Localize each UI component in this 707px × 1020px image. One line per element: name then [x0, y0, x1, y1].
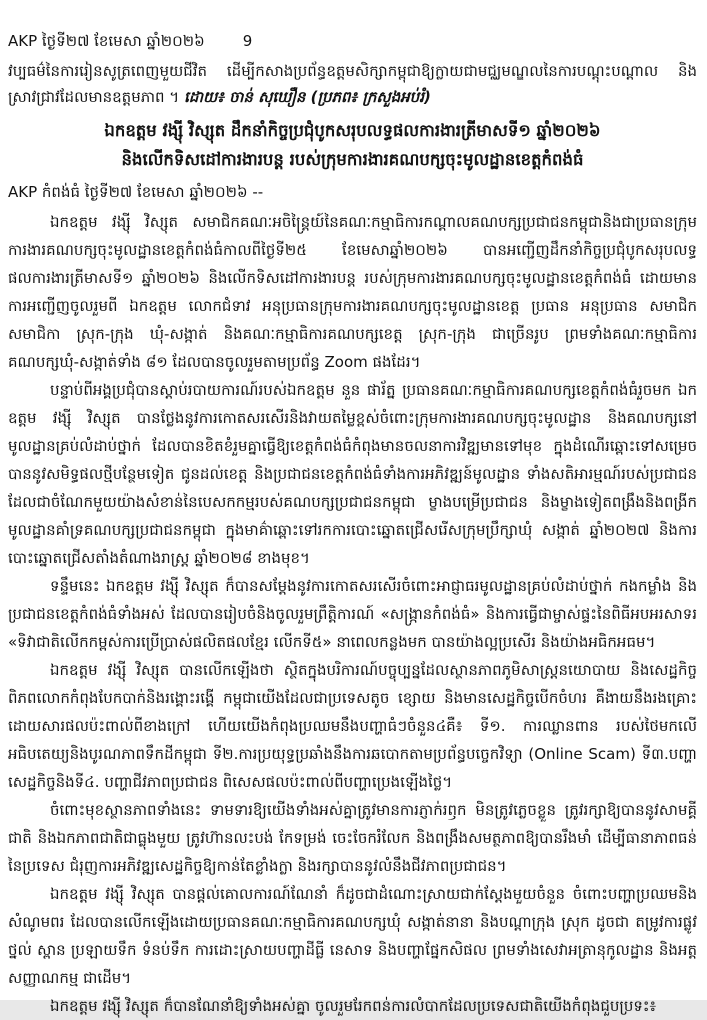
lead-paragraph-text: វប្បធម៌នៃការរៀនសូត្រពេញមួយជីវិត ដើម្បីកសាងប្រព័ន្ធឧត្តមសិក្សាកម្ពុជាឱ្យក្លាយជាមជ្ឈមណ្ឌលនៃការបណ្ដុះបណ្ដាល និងស្រាវជ្រាវដែលមានឧត្តមភាព ។ — [8, 62, 697, 106]
article-paragraph: ចំពោះមុខស្ថានភាពទាំងនេះ ទាមទារឱ្យយើងទាំងអស់គ្នាត្រូវមានការភ្ញាក់រឭក មិនត្រូវភ្លេចខ្លួន ត្រូវរក្សាឱ្យបាននូវសាមគ្គីជាតិ និងឯកភាពជាតិជាធ្លុងមួយ ត្រូវហ៊ានលះបង់ កែទម្រង់ ចេះចែករំលែក និងពង្រឹងសមត្ថភាពឱ្យបានរឹងមាំ ដើម្បីធានាភាពធន់នៃប្រទេស ជំរុញការអភិវឌ្ឍសេដ្ឋកិច្ចឱ្យកាន់តែខ្លាំងក្លា និងរក្សាបាននូវលំនឹងជីវភាពប្រជាជន។ — [8, 801, 697, 875]
article-paragraph: ឯកឧត្តម វង្ស៊ី វិស្សុត បានលើកឡើងថា ស្ថិតក្នុងបរិការណ៍បច្ចុប្បន្នដែលស្ថានភាពភូមិសាស្ត្រនយោបាយ និងសេដ្ឋកិច្ចពិភពលោកកំពុងបែកបាក់និងរង្គោះរង្គើ កម្ពុជាយើងដែលជាប្រទេសតូច ខ្សោយ និងមានសេដ្ឋកិច្ចបើកចំហរ គឺងាយនឹងរងគ្រោះដោយសារផលប៉ះពាល់ពីខាងក្រៅ ហើយយើងកំពុងប្រឈមនឹងបញ្ហាធំៗចំនួន៤គឺ៖ ទី១. ការឈ្លានពាន របស់ថៃមកលើអធិបតេយ្យនិងបូរណភាពទឹកដីកម្ពុជា ទី២.ការប្រយុទ្ធប្រឆាំងនឹងការឆបោកតាមប្រព័ន្ធបច្ចេកវិទ្យា (Online Scam) ទី៣.បញ្ហាសេដ្ឋកិច្ចនិងទី៤. បញ្ហាជីវភាពប្រជាជន ពិសេសផលប៉ះពាល់ពីបញ្ហាប្រេងឡើងថ្លៃ។ — [8, 661, 697, 791]
issue-date-line: AKP ថ្ងៃទី២៧ ខែមេសា ឆ្នាំ២០២៦ — [8, 32, 205, 50]
article-title — [8, 116, 697, 174]
article-paragraph: ឯកឧត្តម វង្ស៊ី វិស្សុត បានផ្តល់គោលការណ៍ណែនាំ ក៏ដូចជាដំណោះស្រាយជាក់ស្តែងមួយចំនួន ចំពោះបញ្ហាប្រឈមនិងសំណូមពរ ដែលបានលើកឡើងដោយប្រធានគណៈកម្មាធិការគណបក្សឃុំ សង្កាត់នានា និងបណ្តាក្រុង ស្រុក ដូចជា តម្រូវការផ្លូវថ្នល់ ស្ពាន ប្រឡាយទឹក ទំនប់ទឹក ការដោះស្រាយបញ្ហាដីធ្លី នេសាទ និងបញ្ហាផ្នែកសិផល ព្រមទាំងសេវាអត្រានុកូលដ្ឋាន និងអត្តសញ្ញាណកម្ម ជាដើម។ — [8, 885, 697, 987]
byline: ដោយ៖ ចាន់ សុឃឿន (ប្រភព៖ ក្រសួងអប់រំ) — [183, 88, 431, 106]
article-paragraph: ឯកឧត្តម វង្ស៊ី វិស្សុត ក៏បានណែនាំឱ្យទាំងអស់គ្នា ចូលរួមរែកពន់ការលំបាកដែលប្រទេសជាតិយើងកំពុងជួបប្រទះ៖ — [50, 997, 657, 1015]
article-paragraph: បន្ទាប់ពីអង្គប្រជុំបានស្តាប់របាយការណ៍របស់ឯកឧត្តម នួន ផារ័ត្ន ប្រធានគណៈកម្មាធិការគណបក្សខេត្តកំពង់ធំរួចមក ឯកឧត្តម វង្ស៊ី វិស្សុត បានថ្លែងនូវការកោតសរសើរនិងវាយតម្លៃខ្ពស់ចំពោះក្រុមការងារគណបក្សចុះមូលដ្ឋាន និងគណបក្សនៅមូលដ្ឋានគ្រប់លំដាប់ថ្នាក់ ដែលបានខិតខំរួមគ្នាធ្វើឱ្យខេត្តកំពង់ធំកំពុងមានចលនាការវិឌ្ឍមានទៅមុខ ក្នុងដំណើរឆ្ពោះទៅសម្រេចបាននូវសមិទ្ធផលថ្មីបន្ថែមទៀត ជូនដល់ខេត្ត និងប្រជាជនខេត្តកំពង់ធំទាំងការអភិវឌ្ឍន៍មូលដ្ឋាន ទាំងសតិអារម្មណ៍របស់ប្រជាជន ដែលជាចំណែកមួយយ៉ាងសំខាន់នៃបេសកកម្មរបស់គណបក្សប្រជាជនកម្ពុជា ម្ខាងបម្រើប្រជាជន និងម្ខាងទៀតពង្រឹងនិងពង្រីកមូលដ្ឋានគាំទ្រគណបក្សប្រជាជនកម្ពុជា ក្នុងមាគ៌ាឆ្ពោះទៅរកការបោះឆ្នោតជ្រើសរើសក្រុមប្រឹក្សាឃុំ សង្កាត់ ឆ្នាំ២០២៧ និងការបោះឆ្នោតជ្រើសតាំងតំណាងរាស្ត្រ ឆ្នាំ២០២៨ ខាងមុខ។ — [8, 381, 697, 567]
page-header — [8, 30, 697, 52]
lead-paragraph — [8, 58, 697, 110]
article-paragraph: ឯកឧត្តម វង្ស៊ី វិស្សុត សមាជិកគណៈអចិន្ត្រៃយ៍នៃគណៈកម្មាធិការកណ្តាលគណបក្សប្រជាជនកម្ពុជានិងជាប្រធានក្រុមការងារគណបក្សចុះមូលដ្ឋានខេត្តកំពង់ធំកាលពីថ្ងៃទី២៥ ខែមេសាឆ្នាំ២០២៦ បានអញ្ជើញដឹកនាំកិច្ចប្រជុំបូកសរុបលទ្ធផលការងារត្រីមាសទី១ ឆ្នាំ២០២៦ និងលើកទិសដៅការងារបន្ត របស់ក្រុមការងារគណបក្សចុះមូលដ្ឋានខេត្តកំពង់ធំ ដោយមានការអញ្ជើញចូលរួមពី ឯកឧត្តម លោកជំទាវ អនុប្រធានក្រុមការងារគណបក្សចុះមូលដ្ឋានខេត្ត ប្រធាន អនុប្រធាន សមាជិក សមាជិកា ស្រុក-ក្រុង ឃុំ-សង្កាត់ និងគណៈកម្មាធិការគណបក្សខេត្ត ស្រុក-ក្រុង ជាច្រើនរូប ព្រមទាំងគណៈកម្មាធិការគណបក្សឃុំ-សង្កាត់ទាំង ៨១ ដែលបានចូលរួមតាមប្រព័ន្ធ Zoom ផងដែរ។ — [8, 213, 697, 371]
article-title-line2: និងលើកទិសដៅការងារបន្ត របស់ក្រុមការងារគណបក្សចុះមូលដ្ឋានខេត្តកំពង់ធំ — [121, 150, 584, 169]
article-title-line1: ឯកឧត្តម វង្ស៊ី វិស្សុត ដឹកនាំកិច្ចប្រជុំបូកសរុបលទ្ធផលការងារត្រីមាសទី១ ឆ្នាំ២០២៦ — [104, 121, 601, 140]
page-number: 9 — [242, 32, 253, 50]
article-paragraph: ទន្ទឹមនេះ ឯកឧត្តម វង្ស៊ី វិស្សុត ក៏បានសម្តែងនូវការកោតសរសើរចំពោះអាជ្ញាធរមូលដ្ឋានគ្រប់លំដាប់ថ្នាក់ កងកម្លាំង និងប្រជាជនខេត្តកំពង់ធំទាំងអស់ ដែលបានរៀបចំនិងចូលរួមព្រឹត្តិការណ៍ «សង្រ្កានកំពង់ធំ» និងការធ្វើជាម្ចាស់ផ្ទះនៃពិធីអបអរសាទរ «ទិវាជាតិលើកកម្ពស់ការប្រើប្រាស់ផលិតផលខ្មែរ លើកទី៥» នាពេលកន្លងមក បានយ៉ាងល្អប្រសើរ និងយ៉ាងអធិកអធម។ — [8, 577, 697, 651]
article-body — [8, 208, 697, 1020]
dateline: AKP កំពង់ធំ ថ្ងៃទី២៧ ខែមេសា ឆ្នាំ២០២៦ -- — [8, 183, 264, 201]
